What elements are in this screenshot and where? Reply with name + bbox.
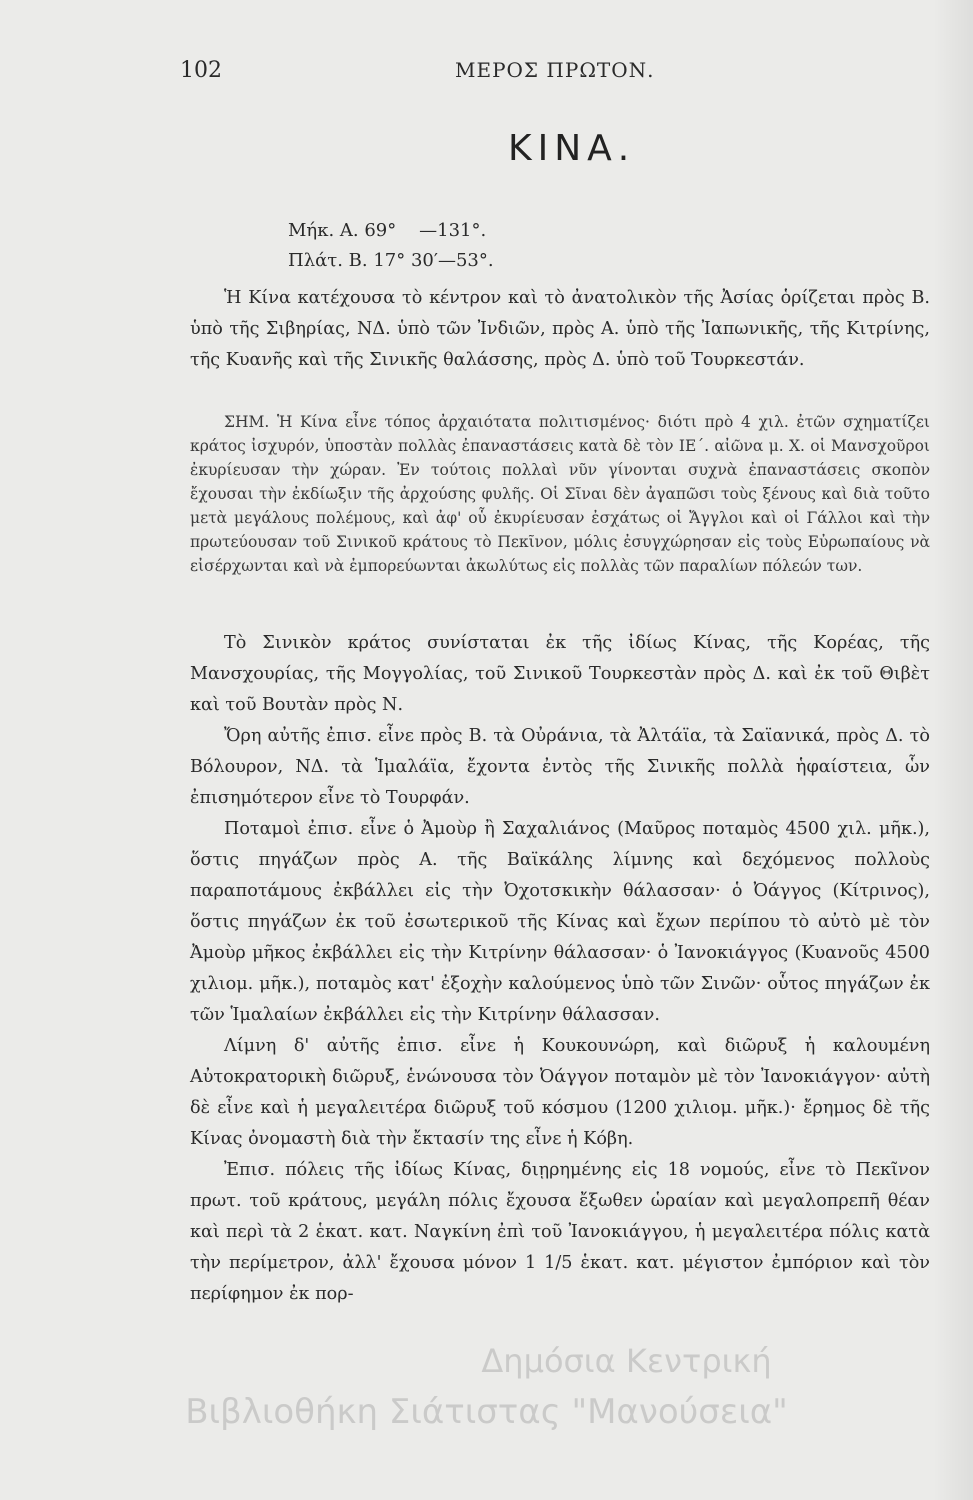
intro-text	[190, 283, 930, 376]
chapter-title: ΚΙΝΑ.	[508, 128, 636, 169]
latitude-line: Πλάτ. Β. 17° 30′—53°.	[288, 250, 494, 271]
paragraph: Ἡ Κίνα κατέχουσα τὸ κέντρον καὶ τὸ ἀνατολικὸν τῆς Ἀσίας ὁρίζεται πρὸς Β. ὑπὸ τῆς Σιβηρίας, ΝΔ. ὑπὸ τῶν Ἰνδιῶν, πρὸς Α. ὑπὸ τῆς Ἰαπωνικῆς, τῆς Κιτρίνης, τῆς Κυανῆς καὶ τῆς Σινικῆς θαλάσσης, πρὸς Δ. ὑπὸ τοῦ Τουρκεστάν.	[190, 288, 930, 370]
paragraph: Ἐπισ. πόλεις τῆς ἰδίως Κίνας, διῃρημένης εἰς 18 νομούς, εἶνε τὸ Πεκῖνον πρωτ. τοῦ κράτους, μεγάλη πόλις ἔχουσα ἔξωθεν ὡραίαν καὶ μεγαλοπρεπῆ θέαν καὶ περὶ τὰ 2 ἑκατ. κατ. Ναγκίνη ἐπὶ τοῦ Ἰανοκιάγγου, ἡ μεγαλειτέρα πόλις κατὰ τὴν περίμετρον, ἀλλ' ἔχουσα μόνον 1 1/5 ἑκατ. κατ. μέγιστον ἐμπόριον καὶ τὸν περίφημον ἐκ πορ-	[190, 1160, 930, 1304]
library-watermark-line2: Βιβλιοθήκη Σιάτιστας "Μανούσεια"	[185, 1392, 788, 1432]
paragraph: Ποταμοὶ ἐπισ. εἶνε ὁ Ἀμοὺρ ἢ Σαχαλιάνος (Μαῦρος ποταμὸς 4500 χιλ. μῆκ.), ὅστις πηγάζων πρὸς Α. τῆς Βαϊκάλης λίμνης καὶ δεχόμενος πολλοὺς παραποτάμους ἐκβάλλει εἰς τὴν Ὀχοτσκικὴν θάλασσαν· ὁ Ὀάγγος (Κίτρινος), ὅστις πηγάζων ἐκ τοῦ ἐσωτερικοῦ τῆς Κίνας καὶ ἔχων περίπου τὸ αὐτὸ μὲ τὸν Ἀμοὺρ μῆκος ἐκβάλλει εἰς τὴν Κιτρίνην θάλασσαν· ὁ Ἰανοκιάγγος (Κυανοῦς 4500 χιλιομ. μῆκ.), ποταμὸς κατ' ἐξοχὴν καλούμενος ὑπὸ τῶν Σινῶν· οὗτος πηγάζων ἐκ τῶν Ἱμαλαίων ἐκβάλλει εἰς τὴν Κιτρίνην θάλασσαν.	[190, 819, 930, 1025]
page-edge-shadow	[933, 0, 973, 1500]
running-title: ΜΕΡΟΣ ΠΡΩΤΟΝ.	[455, 58, 655, 82]
note-text	[190, 410, 930, 578]
page-number: 102	[180, 58, 222, 83]
longitude-line: Μήκ. Α. 69° —131°.	[288, 220, 487, 241]
note-paragraph: ΣΗΜ. Ἡ Κίνα εἶνε τόπος ἀρχαιότατα πολιτισμένος· διότι πρὸ 4 χιλ. ἐτῶν σχηματίζει κράτος ἰσχυρόν, ὑποστὰν πολλὰς ἐπαναστάσεις κατὰ δὲ τὸν ΙΕ΄. αἰῶνα μ. Χ. οἱ Μανσχοῦροι ἐκυρίευσαν τὴν χώραν. Ἐν τούτοις πολλαὶ νῦν γίνονται συχνὰ ἐπαναστάσεις σκοπὸν ἔχουσαι τὴν ἐκδίωξιν τῆς ἀρχούσης φυλῆς. Οἱ Σῖναι δὲν ἀγαπῶσι τοὺς ξένους καὶ διὰ τοῦτο μετὰ μεγάλους πολέμους, καὶ ἀφ' οὗ ἐκυρίευσαν ἐσχάτως οἱ Ἄγγλοι καὶ οἱ Γάλλοι καὶ τὴν πρωτεύουσαν τοῦ Σινικοῦ κράτους τὸ Πεκῖνον, μόλις ἐσυγχώρησαν εἰς τοὺς Εὐρωπαίους νὰ εἰσέρχωνται καὶ νὰ ἐμπορεύωνται ἀκωλύτως εἰς πολλὰς τῶν παραλίων πόλεών των.	[190, 413, 930, 575]
paragraph: Λίμνη δ' αὐτῆς ἐπισ. εἶνε ἡ Κουκουνώρη, καὶ διῶρυξ ἡ καλουμένη Αὐτοκρατορικὴ διῶρυξ, ἑνώνουσα τὸν Ὀάγγον ποταμὸν μὲ τὸν Ἰανοκιάγγον· αὐτὴ δὲ εἶνε καὶ ἡ μεγαλειτέρα διῶρυξ τοῦ κόσμου (1200 χιλιομ. μῆκ.)· ἔρημος δὲ τῆς Κίνας ὀνομαστὴ διὰ τὴν ἔκτασίν της εἶνε ἡ Κόβη.	[190, 1036, 930, 1149]
library-watermark-line1: Δημόσια Κεντρική	[481, 1342, 772, 1380]
main-text	[190, 628, 930, 1310]
running-header	[0, 52, 973, 92]
paragraph: Ὄρη αὐτῆς ἐπισ. εἶνε πρὸς Β. τὰ Οὐράνια, τὰ Ἀλτάϊα, τὰ Σαϊανικά, πρὸς Δ. τὸ Βόλουρον, ΝΔ. τὰ Ἱμαλάϊα, ἔχοντα ἐντὸς τῆς Σινικῆς πολλὰ ἡφαίστεια, ὧν ἐπισημότερον εἶνε τὸ Τουρφάν.	[190, 726, 930, 808]
paragraph: Τὸ Σινικὸν κράτος συνίσταται ἐκ τῆς ἰδίως Κίνας, τῆς Κορέας, τῆς Μανσχουρίας, τῆς Μογγολίας, τοῦ Σινικοῦ Τουρκεστὰν πρὸς Δ. καὶ ἐκ τοῦ Θιβὲτ καὶ τοῦ Βουτὰν πρὸς Ν.	[190, 633, 930, 715]
